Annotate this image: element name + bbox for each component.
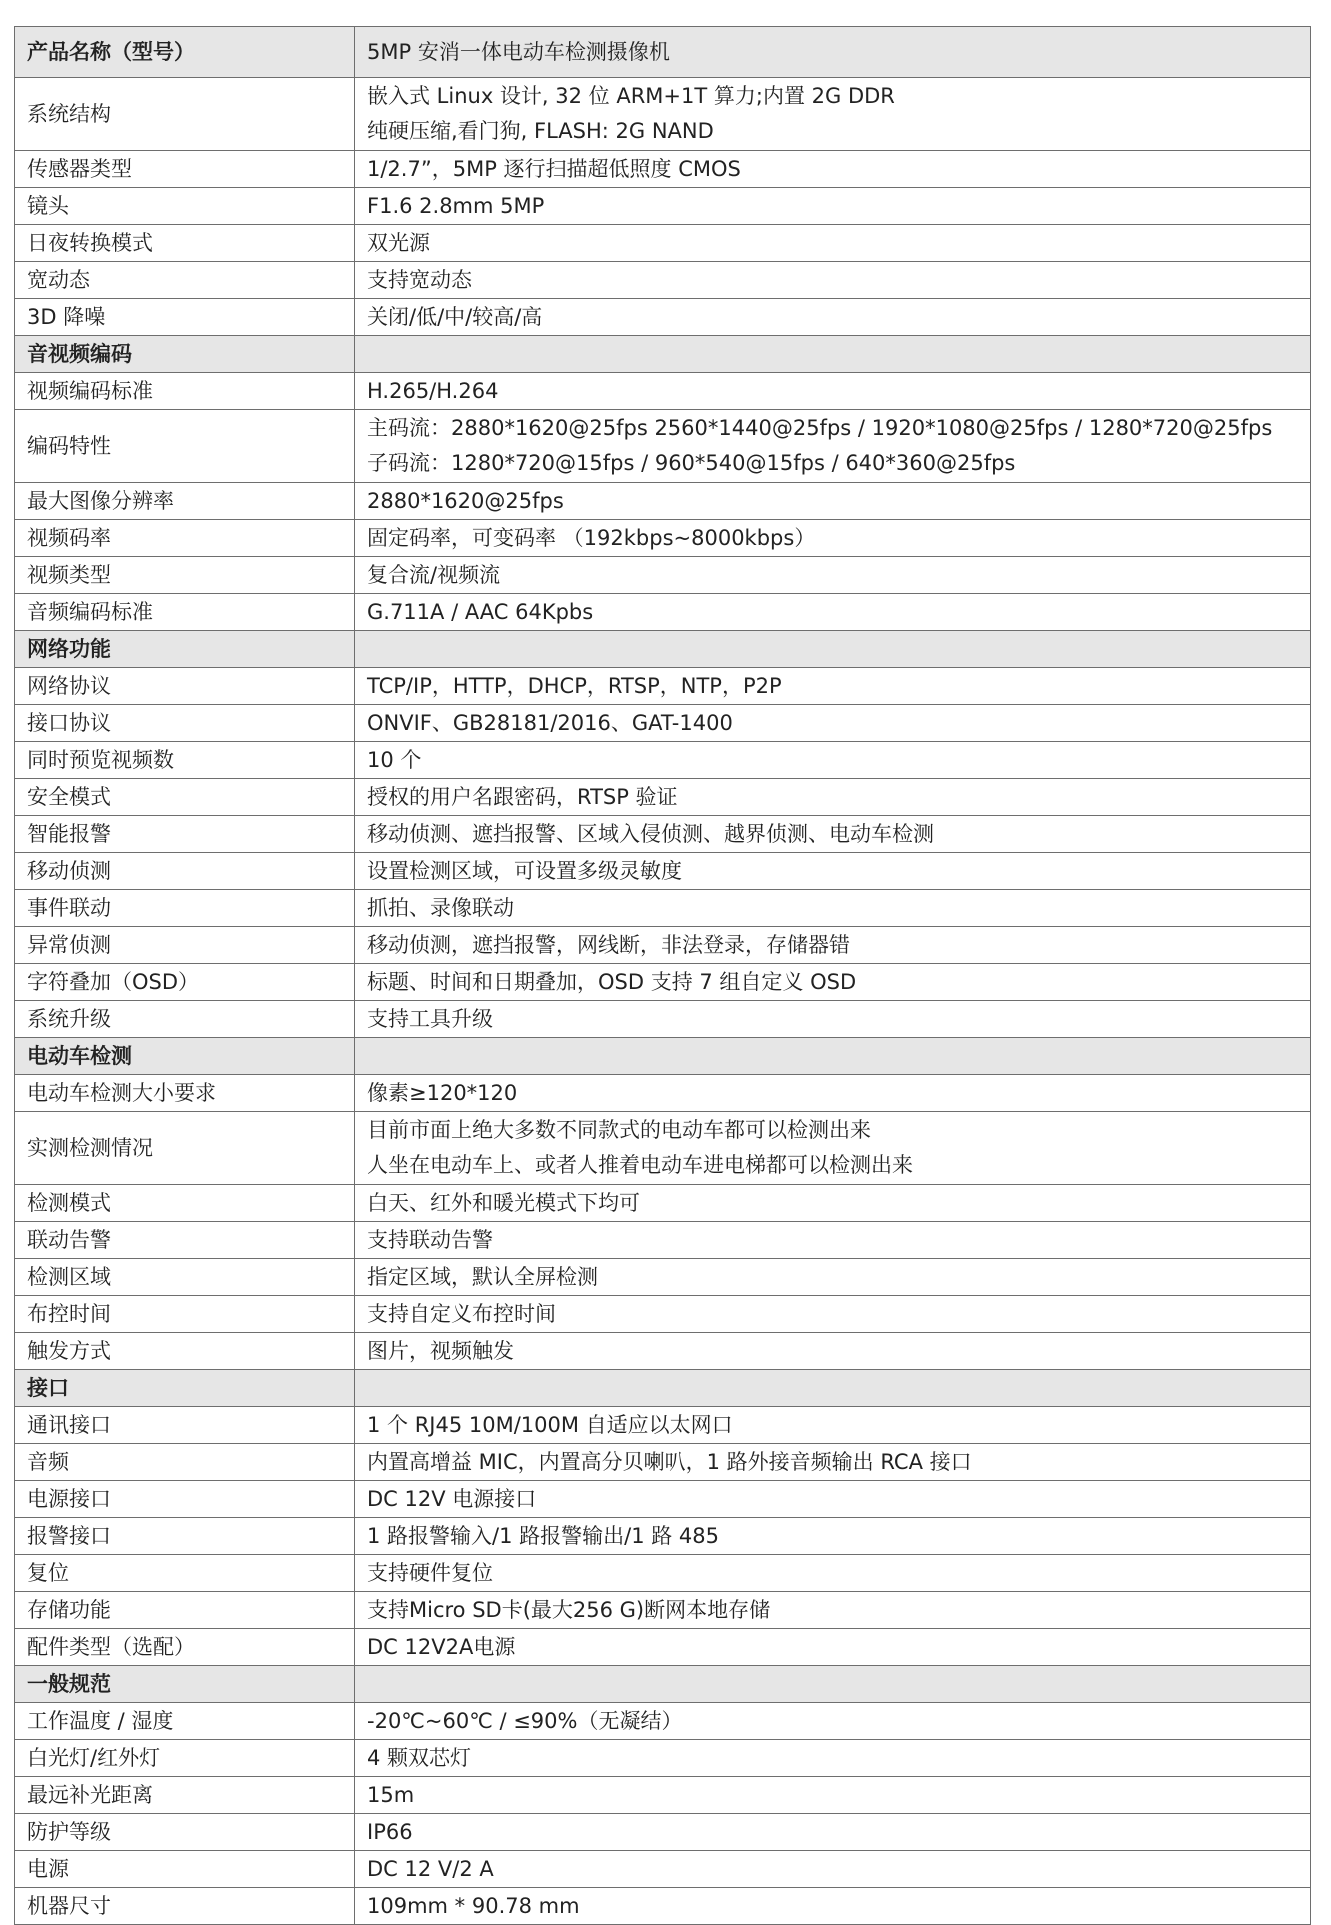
spec-label: 事件联动	[15, 890, 355, 927]
spec-value-line: -20℃~60℃ / ≤90%（无凝结）	[367, 1709, 683, 1733]
spec-value	[355, 483, 1311, 520]
spec-value-line: 支持宽动态	[367, 268, 472, 292]
spec-value	[355, 1629, 1311, 1666]
spec-value	[355, 151, 1311, 188]
spec-label: 音频	[15, 1444, 355, 1481]
spec-value	[355, 1222, 1311, 1259]
spec-row	[15, 1333, 1311, 1370]
spec-value-line: 支持工具升级	[367, 1007, 493, 1031]
header-label: 产品名称（型号）	[15, 27, 355, 78]
spec-value	[355, 262, 1311, 299]
section-row	[15, 631, 1311, 668]
spec-value-line: DC 12V2A电源	[367, 1635, 516, 1659]
spec-value	[355, 1259, 1311, 1296]
spec-row	[15, 151, 1311, 188]
spec-row	[15, 299, 1311, 336]
spec-label: 布控时间	[15, 1296, 355, 1333]
spec-value	[355, 78, 1311, 151]
spec-value	[355, 964, 1311, 1001]
spec-label: 电源	[15, 1851, 355, 1888]
spec-value-line: 固定码率，可变码率 （192kbps~8000kbps）	[367, 526, 816, 550]
spec-row	[15, 1814, 1311, 1851]
spec-label: 电源接口	[15, 1481, 355, 1518]
spec-value-line: 纯硬压缩,看门狗, FLASH: 2G NAND	[367, 119, 714, 143]
section-title: 网络功能	[15, 631, 355, 668]
spec-value	[355, 1001, 1311, 1038]
spec-label: 触发方式	[15, 1333, 355, 1370]
spec-value	[355, 1740, 1311, 1777]
spec-table	[14, 26, 1311, 1925]
spec-value	[355, 1296, 1311, 1333]
spec-value	[355, 1777, 1311, 1814]
spec-value-line: 109mm * 90.78 mm	[367, 1894, 580, 1918]
spec-value-line: 双光源	[367, 231, 430, 255]
spec-value-line: 2880*1620@25fps	[367, 489, 564, 513]
spec-label: 报警接口	[15, 1518, 355, 1555]
spec-value	[355, 1333, 1311, 1370]
spec-row	[15, 1185, 1311, 1222]
spec-value	[355, 779, 1311, 816]
section-value-cell	[355, 336, 1311, 373]
spec-value-line: H.265/H.264	[367, 379, 499, 403]
section-row	[15, 1038, 1311, 1075]
spec-value-line: 1/2.7”，5MP 逐行扫描超低照度 CMOS	[367, 157, 741, 181]
spec-value	[355, 890, 1311, 927]
spec-row	[15, 225, 1311, 262]
section-value-cell	[355, 631, 1311, 668]
spec-label: 日夜转换模式	[15, 225, 355, 262]
spec-row	[15, 1296, 1311, 1333]
spec-label: 配件类型（选配）	[15, 1629, 355, 1666]
spec-value-line: 1 路报警输入/1 路报警输出/1 路 485	[367, 1524, 720, 1548]
spec-value-line: 移动侦测，遮挡报警，网线断，非法登录，存储器错	[367, 933, 850, 957]
section-title: 电动车检测	[15, 1038, 355, 1075]
spec-value	[355, 1407, 1311, 1444]
spec-value-line: F1.6 2.8mm 5MP	[367, 194, 545, 218]
spec-value-line: 关闭/低/中/较高/高	[367, 305, 543, 329]
spec-label: 复位	[15, 1555, 355, 1592]
spec-row	[15, 1075, 1311, 1112]
spec-value	[355, 853, 1311, 890]
spec-value-line: 内置高增益 MIC，内置高分贝喇叭，1 路外接音频输出 RCA 接口	[367, 1450, 972, 1474]
spec-label: 白光灯/红外灯	[15, 1740, 355, 1777]
spec-value	[355, 225, 1311, 262]
spec-row	[15, 890, 1311, 927]
spec-label: 视频编码标准	[15, 373, 355, 410]
spec-value-line: 支持自定义布控时间	[367, 1302, 556, 1326]
spec-value	[355, 299, 1311, 336]
spec-row	[15, 1555, 1311, 1592]
spec-row	[15, 1518, 1311, 1555]
spec-label: 防护等级	[15, 1814, 355, 1851]
spec-value	[355, 557, 1311, 594]
spec-value	[355, 1592, 1311, 1629]
spec-value-line: 指定区域，默认全屏检测	[367, 1265, 598, 1289]
spec-value	[355, 1703, 1311, 1740]
spec-value	[355, 927, 1311, 964]
spec-label: 联动告警	[15, 1222, 355, 1259]
spec-value	[355, 520, 1311, 557]
spec-row	[15, 1222, 1311, 1259]
spec-value-line: 图片，视频触发	[367, 1339, 514, 1363]
spec-label: 同时预览视频数	[15, 742, 355, 779]
spec-row	[15, 188, 1311, 225]
spec-label: 异常侦测	[15, 927, 355, 964]
spec-row	[15, 373, 1311, 410]
spec-row	[15, 853, 1311, 890]
spec-value-line: 支持Micro SD卡(最大256 G)断网本地存储	[367, 1598, 771, 1622]
spec-label: 接口协议	[15, 705, 355, 742]
spec-row	[15, 1851, 1311, 1888]
section-value-cell	[355, 1666, 1311, 1703]
spec-label: 视频码率	[15, 520, 355, 557]
spec-label: 存储功能	[15, 1592, 355, 1629]
section-value-cell	[355, 1370, 1311, 1407]
spec-row	[15, 557, 1311, 594]
spec-value	[355, 816, 1311, 853]
spec-value	[355, 1851, 1311, 1888]
spec-label: 移动侦测	[15, 853, 355, 890]
spec-value-line: 抓拍、录像联动	[367, 896, 514, 920]
spec-row	[15, 1112, 1311, 1185]
section-title: 接口	[15, 1370, 355, 1407]
spec-row	[15, 1001, 1311, 1038]
spec-row	[15, 1740, 1311, 1777]
spec-row	[15, 594, 1311, 631]
spec-value	[355, 742, 1311, 779]
spec-row	[15, 78, 1311, 151]
spec-label: 通讯接口	[15, 1407, 355, 1444]
spec-value-line: 目前市面上绝大多数不同款式的电动车都可以检测出来	[367, 1118, 871, 1142]
spec-value-line: 像素≥120*120	[367, 1081, 518, 1105]
spec-label: 编码特性	[15, 410, 355, 483]
spec-row	[15, 705, 1311, 742]
spec-value	[355, 594, 1311, 631]
spec-value-line: 人坐在电动车上、或者人推着电动车进电梯都可以检测出来	[367, 1153, 913, 1177]
spec-label: 最远补光距离	[15, 1777, 355, 1814]
spec-value-line: TCP/IP，HTTP，DHCP，RTSP，NTP，P2P	[367, 674, 782, 698]
spec-value-line: 嵌入式 Linux 设计, 32 位 ARM+1T 算力;内置 2G DDR	[367, 84, 895, 108]
spec-row	[15, 1407, 1311, 1444]
spec-value-line: 移动侦测、遮挡报警、区域入侵侦测、越界侦测、电动车检测	[367, 822, 934, 846]
spec-row	[15, 927, 1311, 964]
spec-value	[355, 1555, 1311, 1592]
spec-label: 实测检测情况	[15, 1112, 355, 1185]
spec-row	[15, 1629, 1311, 1666]
spec-row	[15, 1481, 1311, 1518]
header-value: 5MP 安消一体电动车检测摄像机	[355, 27, 1311, 78]
spec-label: 音频编码标准	[15, 594, 355, 631]
spec-label: 视频类型	[15, 557, 355, 594]
spec-value	[355, 705, 1311, 742]
spec-row	[15, 262, 1311, 299]
spec-value	[355, 1185, 1311, 1222]
spec-label: 检测区域	[15, 1259, 355, 1296]
spec-value-line: IP66	[367, 1820, 413, 1844]
spec-value-line: G.711A / AAC 64Kpbs	[367, 600, 594, 624]
spec-label: 字符叠加（OSD）	[15, 964, 355, 1001]
spec-value	[355, 1112, 1311, 1185]
spec-value	[355, 373, 1311, 410]
spec-value	[355, 668, 1311, 705]
spec-value-line: 4 颗双芯灯	[367, 1746, 472, 1770]
spec-row	[15, 816, 1311, 853]
section-row	[15, 336, 1311, 373]
section-title: 一般规范	[15, 1666, 355, 1703]
spec-row	[15, 1777, 1311, 1814]
spec-value-line: 标题、时间和日期叠加，OSD 支持 7 组自定义 OSD	[367, 970, 857, 994]
spec-value-line: 15m	[367, 1783, 415, 1807]
spec-row	[15, 1444, 1311, 1481]
spec-value-line: 支持联动告警	[367, 1228, 493, 1252]
spec-value-line: 复合流/视频流	[367, 563, 501, 587]
spec-row	[15, 1703, 1311, 1740]
spec-label: 网络协议	[15, 668, 355, 705]
spec-row	[15, 1592, 1311, 1629]
spec-label: 工作温度 / 湿度	[15, 1703, 355, 1740]
spec-label: 检测模式	[15, 1185, 355, 1222]
spec-value	[355, 1814, 1311, 1851]
spec-value	[355, 410, 1311, 483]
spec-value-line: 主码流：2880*1620@25fps 2560*1440@25fps / 1920*1080@25fps / 1280*720@25fps	[367, 416, 1273, 440]
spec-value-line: 子码流：1280*720@15fps / 960*540@15fps / 640*360@25fps	[367, 451, 1016, 475]
spec-label: 安全模式	[15, 779, 355, 816]
header-row	[15, 27, 1311, 78]
spec-value-line: 授权的用户名跟密码，RTSP 验证	[367, 785, 678, 809]
spec-label: 3D 降噪	[15, 299, 355, 336]
spec-value-line: 设置检测区域，可设置多级灵敏度	[367, 859, 682, 883]
spec-label: 传感器类型	[15, 151, 355, 188]
spec-value-line: DC 12V 电源接口	[367, 1487, 537, 1511]
spec-row	[15, 483, 1311, 520]
spec-value-line: ONVIF、GB28181/2016、GAT-1400	[367, 711, 733, 735]
spec-value	[355, 1481, 1311, 1518]
spec-row	[15, 1259, 1311, 1296]
spec-table-body	[15, 27, 1311, 1925]
spec-value	[355, 1888, 1311, 1925]
section-row	[15, 1666, 1311, 1703]
spec-label: 机器尺寸	[15, 1888, 355, 1925]
spec-row	[15, 520, 1311, 557]
spec-label: 智能报警	[15, 816, 355, 853]
section-title: 音视频编码	[15, 336, 355, 373]
spec-value	[355, 1444, 1311, 1481]
spec-label: 宽动态	[15, 262, 355, 299]
spec-label: 电动车检测大小要求	[15, 1075, 355, 1112]
section-row	[15, 1370, 1311, 1407]
spec-row	[15, 1888, 1311, 1925]
spec-value-line: 支持硬件复位	[367, 1561, 493, 1585]
spec-value-line: 10 个	[367, 748, 422, 772]
section-value-cell	[355, 1038, 1311, 1075]
spec-row	[15, 668, 1311, 705]
spec-value	[355, 188, 1311, 225]
spec-row	[15, 779, 1311, 816]
spec-label: 系统升级	[15, 1001, 355, 1038]
spec-value-line: 白天、红外和暖光模式下均可	[367, 1191, 640, 1215]
spec-label: 镜头	[15, 188, 355, 225]
spec-label: 系统结构	[15, 78, 355, 151]
spec-row	[15, 742, 1311, 779]
spec-value	[355, 1075, 1311, 1112]
spec-row	[15, 964, 1311, 1001]
spec-label: 最大图像分辨率	[15, 483, 355, 520]
spec-value-line: 1 个 RJ45 10M/100M 自适应以太网口	[367, 1413, 733, 1437]
spec-row	[15, 410, 1311, 483]
spec-value	[355, 1518, 1311, 1555]
spec-value-line: DC 12 V/2 A	[367, 1857, 494, 1881]
